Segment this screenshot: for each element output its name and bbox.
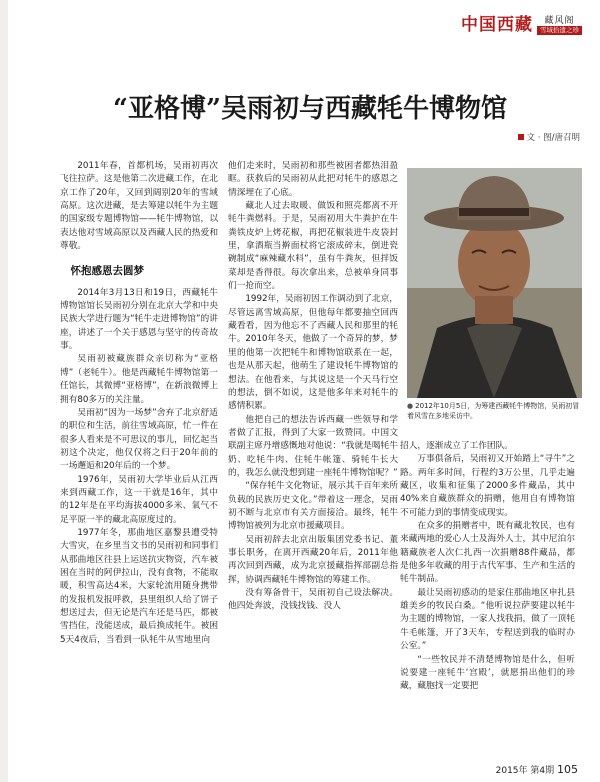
author-line [518, 131, 580, 143]
article-title: “亚格博”吴雨初与西藏牦牛博物馆 [113, 94, 507, 124]
bullet-square-icon [518, 134, 524, 140]
paragraph: 最让吴雨初感动的是家住那曲地区申扎县雄美乡的牧民白桑。“他听说拉萨要建以牦牛为主题的博物馆，一家人找我捐，做了一顶牦牛毛帐篷，开了3天车，专程送到我的临时办公室。” [400, 587, 575, 652]
magazine-title: 中国西藏 [461, 15, 533, 35]
paragraph: 招人，逐渐成立了工作团队。 [400, 441, 513, 451]
section-heading: 怀抱感恩去圆梦 [70, 265, 144, 278]
page-edge [0, 0, 8, 782]
column-name: 藏风阁 [544, 16, 575, 26]
paragraph: 1977年冬，那曲地区嘉黎县遭受特大雪灾，在乡里当文书的吴雨初和同事们从那曲地区往县上运送抗灾物资，汽车被困在当时的阿伊拉山，没有食物，不能取暖，积雪高达4米，大家轮流用随身携带的发报机发报呼救，县里组织人给了饼子想送过去，但无论是汽车还是马匹，都被雪挡住，没能送成，最后换成牦牛。被困5天4夜后，当看到一队牦牛从雪地里向 [60, 527, 218, 645]
paragraph: 他们走来时，吴雨初和那些被困者都热泪盈眶。获救后的吴雨初从此把对牦牛的感恩之情深埋在了心底。 [228, 161, 398, 198]
page-number: 105 [557, 763, 578, 776]
masthead [461, 10, 582, 35]
paragraph: 2014年3月13日和19日，西藏牦牛博物馆馆长吴雨初分别在北京大学和中央民族大学进行题为“牦牛走进博物馆”的讲座，讲述了一个关于感恩与坚守的传奇故事。 [60, 287, 218, 352]
portrait-illustration [407, 168, 582, 398]
paragraph: 吴雨初辞去北京出版集团党委书记、董事长职务，在离开西藏20年后，2011年他再次回到西藏，成为北京援藏指挥部副总指挥，协调西藏牦牛博物馆的筹建工作。 [228, 534, 398, 585]
paragraph: 1992年，吴雨初因工作调动到了北京，尽管远离雪域高原，但他每年都要抽空回西藏看看，因为他忘不了西藏人民和那里的牦牛。2010年冬天，他做了一个奇异的梦，梦里的他第一次把牦牛和博物馆联系在一起，也是从那天起，他萌生了建设牦牛博物馆的想法。在他看来，与其说这是一个天马行空的想法，倒不如说，这是他多年来对牦牛的感情积累。 [228, 294, 398, 412]
paragraph: 藏北人过去取暖、做饭和照亮都离不开牦牛粪燃料。于是，吴雨初用大牛粪护在牛粪铁皮炉上烤花椒，再把花椒装进牛皮袋封里，拿酒瓶当擀面杖将它滚成碎末，倒进瓷碗制成“麻辣藏水料”，虽有牛粪灰，但拌饭菜却是香得很。每次拿出来，总被单身同事们一抢而空。 [228, 201, 398, 292]
column-tag: 雪域拾遗之珍 [537, 26, 582, 35]
paragraph: “保存牦牛文化物证，展示其千百年来所负载的民族历史文化。”带着这一理念，吴雨初不断与北京市有关方面接洽。最终，牦牛博物馆被列为北京市援藏项目。 [228, 481, 398, 532]
caption-bullet-icon: ● [407, 402, 414, 410]
issue-label: 2015年 第4期 [495, 766, 555, 776]
paragraph: 2011年春，首都机场，吴雨初再次飞往拉萨。这是他第二次进藏工作，在北京工作了20年，又回到阔别20年的雪域高原。这次进藏，是去筹建以牦牛为主题的国家级专题博物馆——牦牛博物馆，以表达他对雪域高原以及西藏人民的热爱和尊敬。 [60, 161, 218, 252]
portrait-photo [407, 168, 582, 398]
column-3 [400, 440, 575, 694]
paragraph: 吴雨初“因为一场梦”舍弃了北京舒适的职位和生活，前往雪域高原，忙一件在很多人看来是不可思议的事儿，回忆起当初这个决定，他仅仅将之归于20年前的一场邂逅和20年后的一个梦。 [60, 407, 218, 472]
column-1 [60, 160, 218, 647]
paragraph: 他把自己的想法告诉西藏一些领导和学者做了汇报，得到了大家一致赞同。中国文联副主席丹增感慨地对他说：“我就是喝牦牛奶、吃牦牛肉、住牦牛帐篷、骑牦牛长大的，我怎么就没想到建一座牦牛博物馆呢？” [228, 414, 398, 478]
author-text: 文 · 图/唐召明 [526, 133, 580, 143]
paragraph: 在众多的捐赠者中，既有藏北牧民，也有来藏两地的爱心人士及海外人士，其中尼泊尔籍藏族老人次仁扎西一次捐赠88件藏品，都是他多年收藏的用于古代军事、生产和生活的牦牛制品。 [400, 521, 575, 585]
paragraph: 万事俱备后，吴雨初又开始踏上“寻牛”之路。两年多时间，行程约3万公里，几乎走遍藏区，收集和征集了2000多件藏品，其中40%来自藏族群众的捐赠，他用自有博物馆不可能力到的事情变成现实。 [400, 454, 575, 518]
column-logo [537, 13, 582, 35]
paragraph: “一些牧民并不清楚博物馆是什么，但听说要建一座牦牛‘宫殿’，就愿捐出他们的珍藏，藏胞找一定要把 [400, 654, 575, 692]
column-2 [228, 160, 398, 614]
paragraph: 没有筹备骨干，吴雨初自己设法解决。他四处奔波，没钱找钱、没人 [228, 588, 398, 612]
paragraph: 吴雨初被藏族群众亲切称为“亚格博”（老牦牛）。他是西藏牦牛博物馆第一任馆长，其微博“亚格博”，在新浪微博上拥有80多万的关注量。 [60, 354, 218, 405]
caption-text: 2012年10月5日，为筹建西藏牦牛博物馆，吴雨初冒着风雪在多地采访中。 [407, 402, 580, 420]
photo-caption [407, 401, 582, 421]
paragraph: 1976年，吴雨初大学毕业后从江西来到西藏工作，这一干就是16年，其中的12年是在平均海拔4000多米、氧气不足平原一半的藏北高原度过的。 [60, 474, 218, 525]
page-footer [496, 763, 578, 776]
